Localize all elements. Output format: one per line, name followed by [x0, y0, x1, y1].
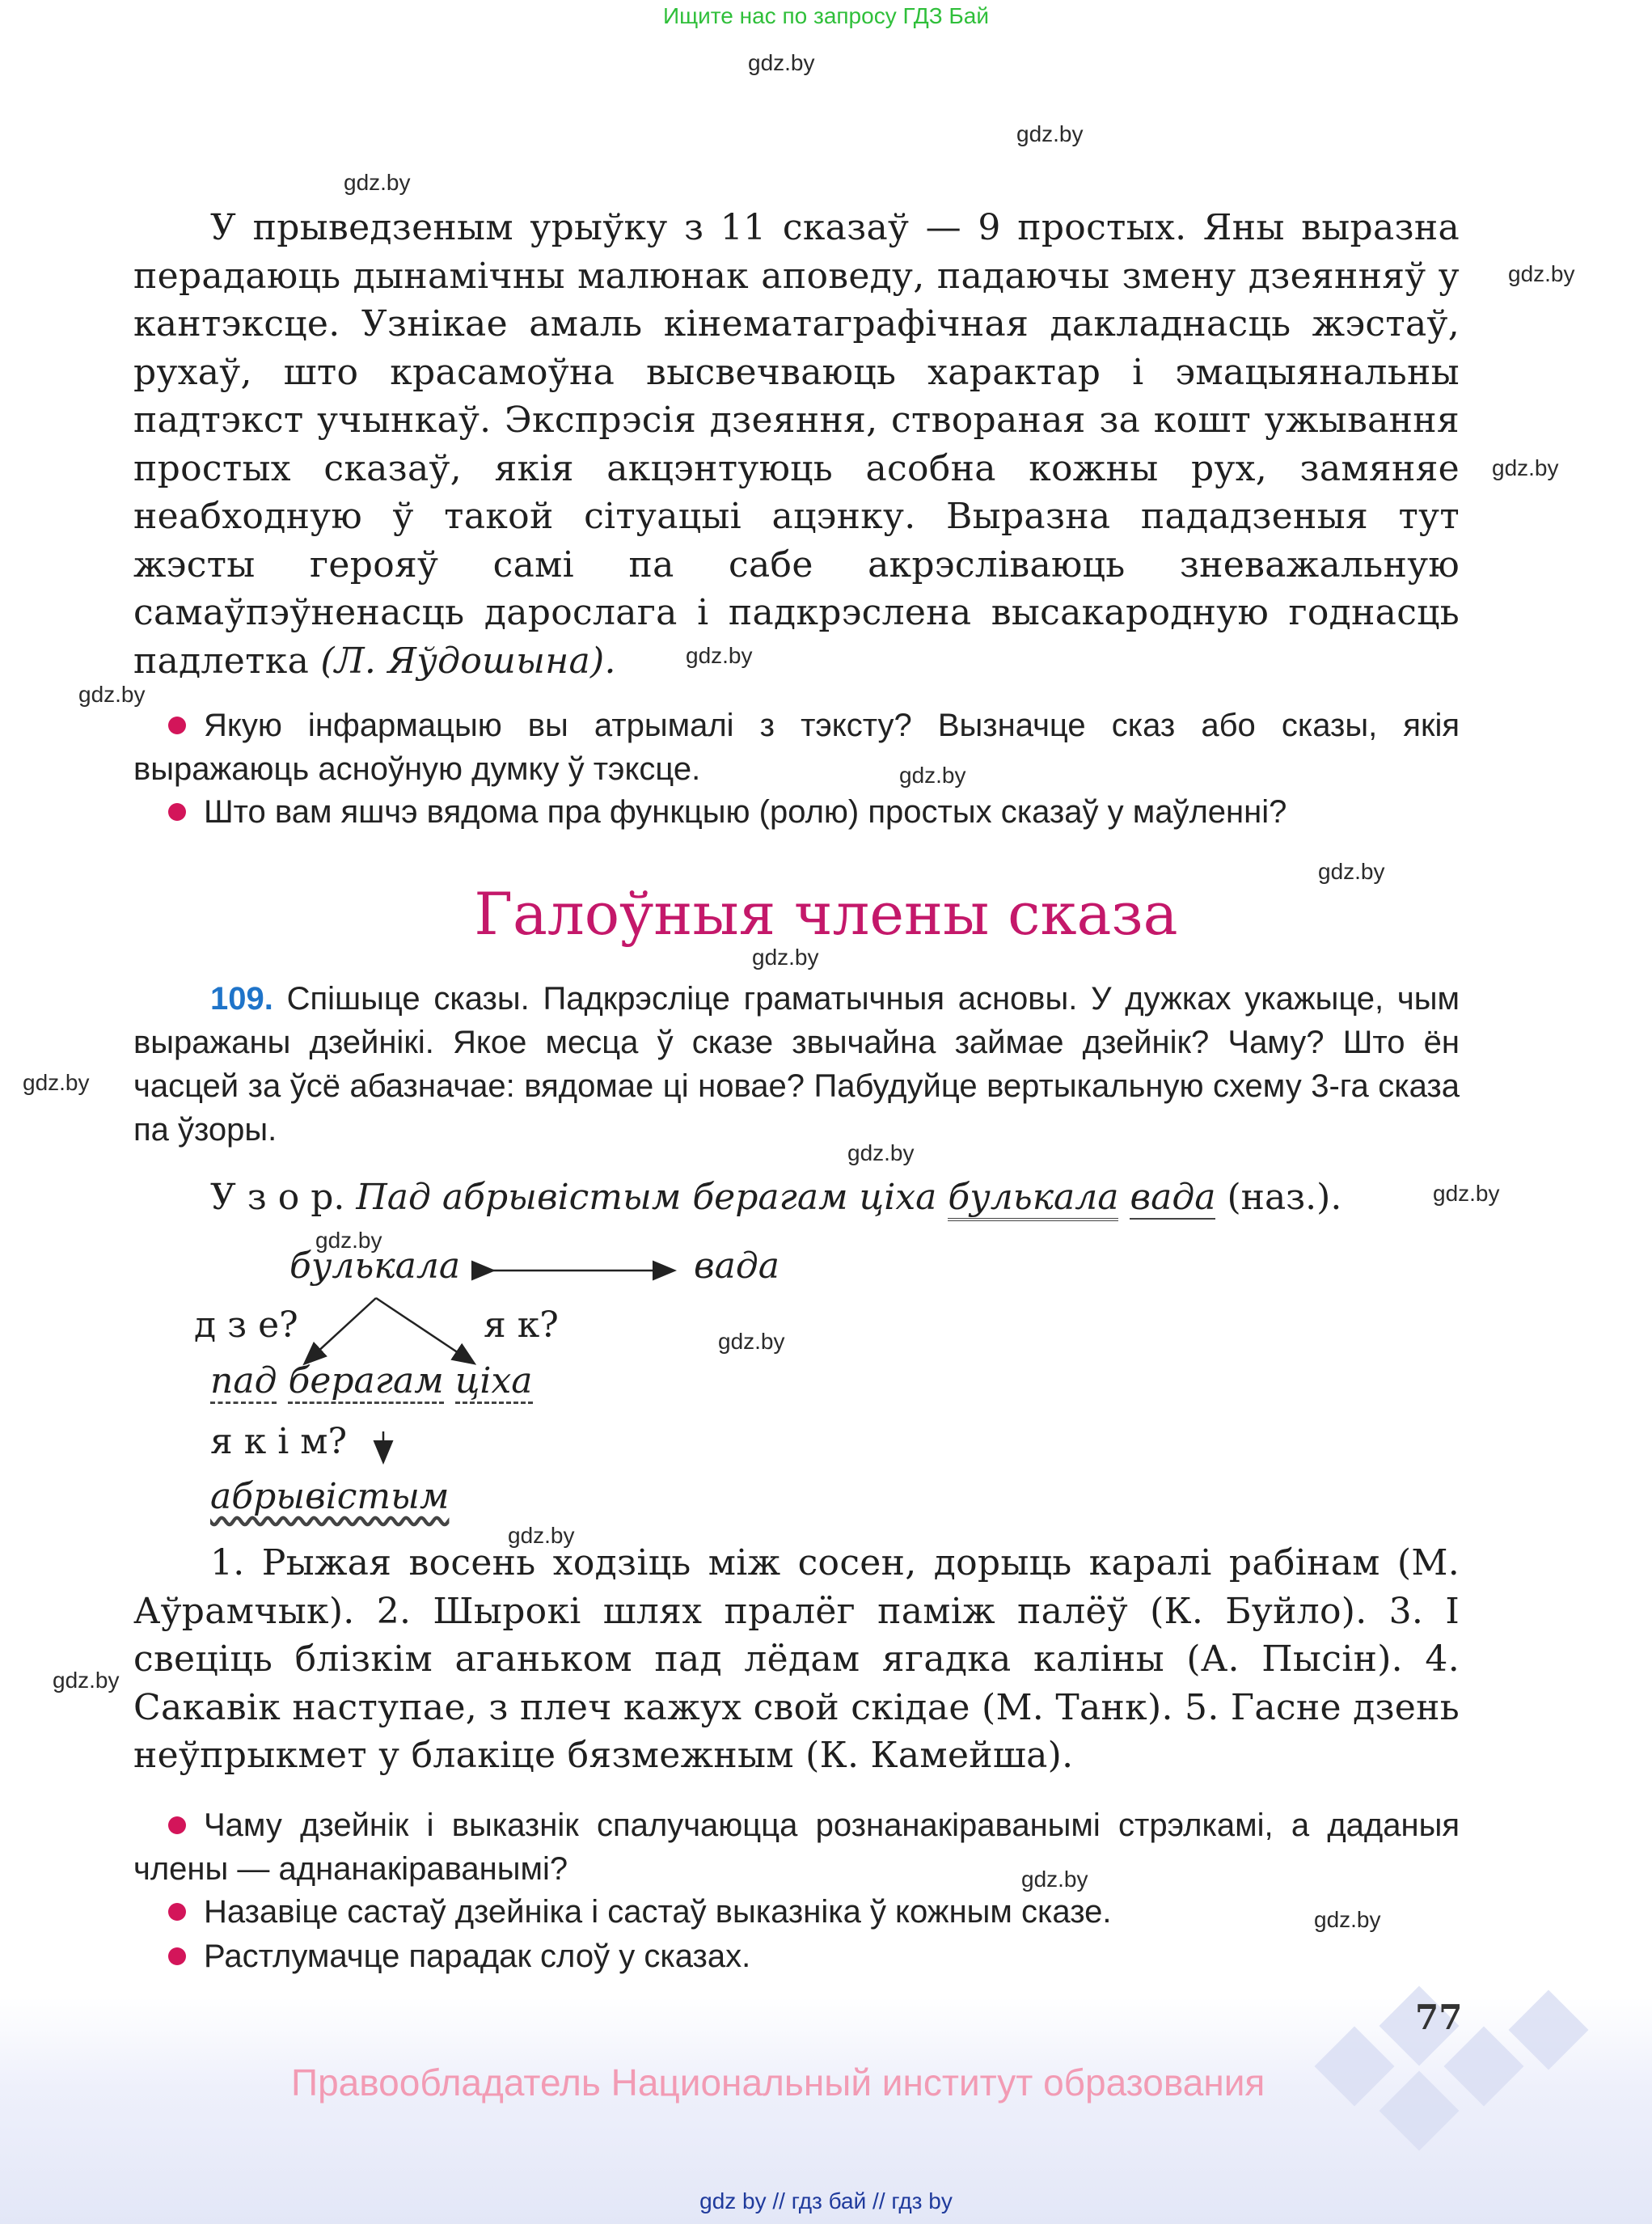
arrow-to-how	[376, 1298, 473, 1363]
question-item	[133, 1934, 1460, 1978]
page-number: 77	[1415, 1998, 1463, 2037]
diagram-predicate: булькала	[289, 1245, 461, 1287]
rights-holder: Правообладатель Национальный институт образования	[291, 2061, 1265, 2103]
paragraph-source: (Л. Яўдошына).	[320, 640, 616, 682]
watermark: gdz.by	[1021, 1867, 1088, 1892]
bottom-links[interactable]: gdz by // гдз бай // гдз by	[699, 2188, 953, 2213]
watermark: gdz.by	[752, 945, 819, 970]
diagram-phrase-pre: пад	[210, 1360, 277, 1404]
watermark: gdz.by	[718, 1329, 785, 1354]
diagram-question-which: я к і м?	[210, 1421, 348, 1462]
arrow-to-where	[306, 1298, 376, 1363]
diagram-phrase-adv: ціха	[455, 1360, 533, 1404]
watermark: gdz.by	[1492, 455, 1559, 480]
question-text: Чаму дзейнік і выказнік спалучаюцца рознанакіраванымі стрэлкамі, а даданыя члены — аднанакіраванымі?	[133, 1808, 1460, 1887]
question-text: Што вам яшчэ вядома пра функцыю (ролю) простых сказаў у маўленні?	[204, 794, 1287, 830]
watermark: gdz.by	[344, 170, 411, 195]
pattern-note: (наз.).	[1227, 1177, 1342, 1218]
watermark: gdz.by	[847, 1140, 915, 1165]
pattern-label: У з о р.	[210, 1177, 345, 1218]
section-title: Галоўныя члены сказа	[474, 880, 1178, 948]
watermark: gdz.by	[1508, 261, 1575, 286]
exercise-number: 109.	[210, 981, 273, 1017]
question-text: Назавіце састаў дзейніка і састаў выказніка ў кожным сказе.	[204, 1894, 1112, 1930]
watermark: gdz.by	[1318, 859, 1385, 884]
exercise-sentences: 1. Рыжая восень ходзіць між сосен, дорыць каралі рабінам (М. Аўрамчык). 2. Шырокі шлях пралёг паміж палёў (К. Буйло). 3. І свеціць блізкім аганьком пад лёдам ягадка каліны (А. Пысін). 4. Сакавік наступае, з плеч кажух свой скідае (М. Танк). 5. Гасне дзень неўпрыкмет у блакіце бязмежным (К. Камейша).	[133, 1542, 1460, 1776]
watermark: gdz.by	[1314, 1907, 1381, 1932]
watermark: gdz.by	[315, 1228, 382, 1253]
exercise-task: Спішыце сказы. Падкрэсліце граматычныя асновы. У дужках укажыце, чым выражаны дзейнікі. Якое месца ў сказе звычайна займае дзейнік? Чаму? Што ён часцей за ўсё абазначае: вядомае ці новае? Пабудуйце вертыкальную схему 3-га сказа па ўзоры.	[133, 981, 1460, 1148]
diagram-phrase-noun: берагам	[288, 1360, 443, 1404]
question-text: Якую інфармацыю вы атрымалі з тэксту? Вызначце сказ або сказы, якія выражаюць асноўную думку ў тэксце.	[133, 708, 1460, 787]
bullet-icon	[168, 1903, 186, 1921]
question-item	[133, 1890, 1460, 1934]
watermark: gdz.by	[899, 763, 966, 788]
bullet-icon	[168, 1947, 186, 1965]
diagram-question-how: я к?	[484, 1304, 559, 1346]
watermark: gdz.by	[53, 1668, 120, 1693]
diagram-question-where: д з е?	[194, 1304, 298, 1346]
watermark: gdz.by	[23, 1070, 90, 1095]
pattern-predicate: булькала	[948, 1177, 1118, 1221]
diagram-subject: вада	[694, 1245, 780, 1287]
bullet-icon	[168, 1816, 186, 1834]
question-text: Растлумачце парадак слоў у сказах.	[204, 1939, 751, 1974]
diagram-attribute-text: абрывістым	[210, 1476, 450, 1517]
pattern-text: Пад абрывістым берагам ціха	[356, 1177, 937, 1218]
watermark: gdz.by	[1016, 121, 1084, 146]
watermark: gdz.by	[1433, 1181, 1500, 1206]
watermark: gdz.by	[748, 50, 815, 75]
watermark: gdz.by	[508, 1523, 575, 1548]
paragraph-text: У прыведзеным урыўку з 11 сказаў — 9 простых. Яны выразна перадаюць дынамічны малюнак аповеду, падаючы змену дзеянняў у кантэксце. Узнікае амаль кінематаграфічная дакладнасць жэстаў, рухаў, што красамоўна высвечваюць характар і эмацыянальны падтэкст учынкаў. Экспрэсія дзеяння, створаная за кошт ужывання простых сказаў, якія акцэнтуюць асобна кожны рух, замяняе неабходную ў такой сітуацыі ацэнку. Выразна пададзеныя тут жэсты герояў самі па сабе акрэсліваюць зневажальную самаўпэўненасць дарослага і падкрэслена высакародную годнасць падлетка	[133, 207, 1460, 682]
watermark: gdz.by	[686, 643, 753, 668]
watermark: gdz.by	[78, 682, 146, 707]
pattern-subject: вада	[1130, 1177, 1216, 1218]
question-item	[133, 1803, 1460, 1891]
top-banner[interactable]: Ищите нас по запросу ГДЗ Бай	[662, 3, 990, 28]
